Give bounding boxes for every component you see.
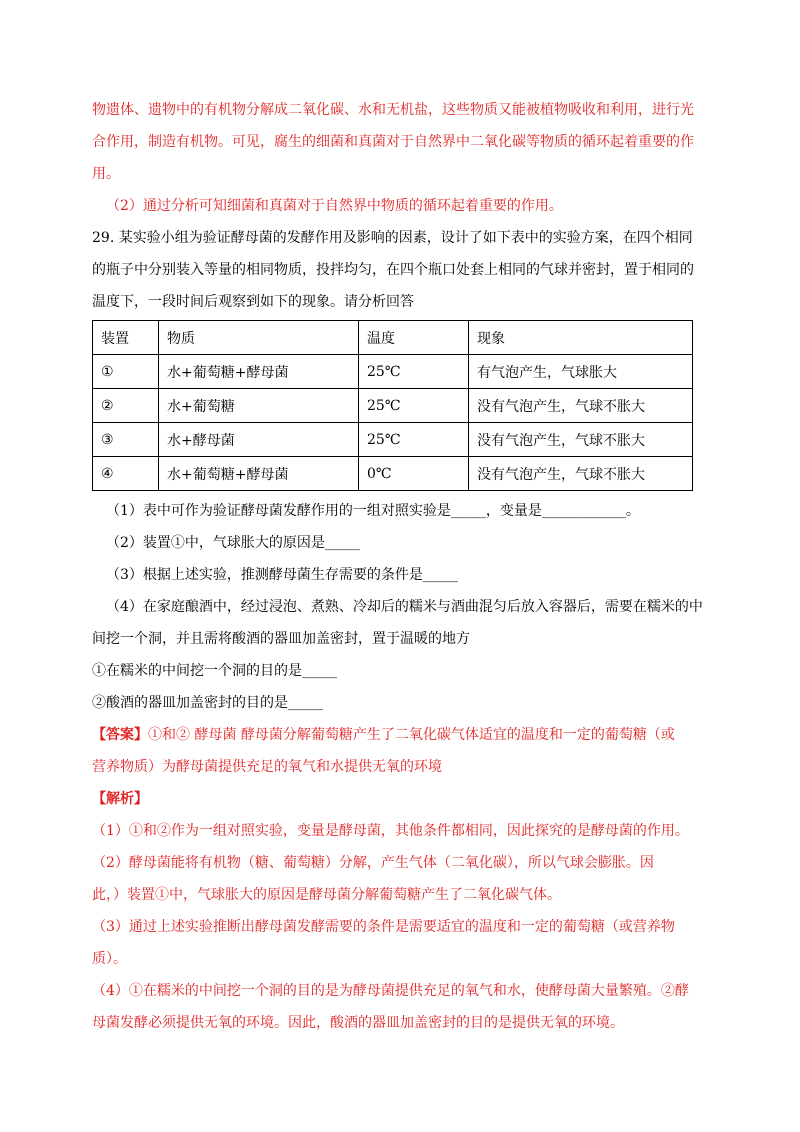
question-line-2: 的瓶子中分别装入等量的相同物质，投拌均匀，在四个瓶口处套上相同的气球并密封，置于相同的 (92, 262, 694, 278)
table-cell: ③ (93, 423, 159, 457)
subquestion-4-cont: 间挖一个洞，并且需将酸酒的器皿加盖密封，置于温暖的地方 (92, 631, 470, 647)
table-row (93, 457, 693, 491)
table-cell: ④ (93, 457, 159, 491)
table-row (93, 423, 693, 457)
table-header-cell: 装置 (93, 321, 159, 355)
analysis-line-3: 此，）装置①中，气球胀大的原因是酵母菌分解葡萄糖产生了二氧化碳气体。 (92, 887, 561, 903)
table-cell: 水+葡萄糖+酵母菌 (159, 355, 359, 389)
analysis-label: 【解析】 (92, 791, 148, 807)
table-cell: ① (93, 355, 159, 389)
analysis-line-1: （1）①和②作为一组对照实验，变量是酵母菌，其他条件都相同，因此探究的是酵母菌的作用。 (92, 823, 689, 839)
table-row (93, 355, 693, 389)
table-header-cell: 物质 (159, 321, 359, 355)
experiment-table (92, 320, 693, 491)
table-cell: 有气泡产生，气球胀大 (469, 355, 693, 389)
table-cell: 水+酵母菌 (159, 423, 359, 457)
analysis-line-5: 质）。 (92, 951, 127, 967)
subquestion-1: （1）表中可作为验证酵母菌发酵作用的一组对照实验是_____，变量是____________。 (106, 503, 640, 519)
table-cell: 25℃ (359, 389, 469, 423)
intro-line-3: 用。 (92, 166, 120, 182)
table-header-row (93, 321, 693, 355)
table-cell: 没有气泡产生，气球不胀大 (469, 457, 693, 491)
table-cell: 25℃ (359, 423, 469, 457)
answer-line-1 (92, 719, 708, 751)
analysis-line-7: 母菌发酵必须提供无氧的环境。因此，酸酒的器皿加盖密封的目的是提供无氧的环境。 (92, 1015, 624, 1031)
answer-line-2: 营养物质）为酵母菌提供充足的氧气和水提供无氧的环境 (92, 759, 442, 775)
analysis-line-2: （2）酵母菌能将有机物（糖、葡萄糖）分解，产生气体（二氧化碳），所以气球会膨胀。因 (92, 855, 654, 871)
question-line-3: 温度下，一段时间后观察到如下的现象。请分析回答 (92, 294, 414, 310)
answer-label: 【答案】 (92, 727, 148, 743)
intro-line-2: 合作用，制造有机物。可见，腐生的细菌和真菌对于自然界中二氧化碳等物质的循环起着重要的作 (92, 134, 694, 150)
subquestion-4b: ②酸酒的器皿加盖密封的目的是_____ (92, 695, 323, 711)
table-row (93, 389, 693, 423)
table-cell: 25℃ (359, 355, 469, 389)
subquestion-4: （4）在家庭酿酒中，经过浸泡、煮熟、冷却后的糯米与酒曲混匀后放入容器后，需要在糯米的中 (106, 599, 703, 615)
subquestion-4a: ①在糯米的中间挖一个洞的目的是_____ (92, 663, 337, 679)
table-header-cell: 温度 (359, 321, 469, 355)
table-cell: ② (93, 389, 159, 423)
analysis-line-6: （4）①在糯米的中间挖一个洞的目的是为酵母菌提供充足的氧气和水，使酵母菌大量繁殖。②酵 (92, 983, 689, 999)
analysis-line-4: （3）通过上述实验推断出酵母菌发酵需要的条件是需要适宜的温度和一定的葡萄糖（或营养物 (92, 919, 675, 935)
table-cell: 水+葡萄糖+酵母菌 (159, 457, 359, 491)
answer-text: ①和② 酵母菌 酵母菌分解葡萄糖产生了二氧化碳气体适宜的温度和一定的葡萄糖（或 (148, 727, 675, 743)
table-cell: 没有气泡产生，气球不胀大 (469, 389, 693, 423)
document-page (92, 94, 708, 1039)
table-header-cell: 现象 (469, 321, 693, 355)
subquestion-2: （2）装置①中，气球胀大的原因是_____ (106, 535, 360, 551)
intro-line-1: 物遗体、遗物中的有机物分解成二氧化碳、水和无机盐，这些物质又能被植物吸收和利用，进行光 (92, 102, 694, 118)
table-cell: 水+葡萄糖 (159, 389, 359, 423)
table-cell: 没有气泡产生，气球不胀大 (469, 423, 693, 457)
table-cell: 0℃ (359, 457, 469, 491)
intro-line-4: （2）通过分析可知细菌和真菌对于自然界中物质的循环起着重要的作用。 (106, 198, 563, 214)
question-line-1: 29. 某实验小组为验证酵母菌的发酵作用及影响的因素，设计了如下表中的实验方案，在四个相同 (92, 230, 693, 246)
subquestion-3: （3）根据上述实验，推测酵母菌生存需要的条件是_____ (106, 567, 458, 583)
